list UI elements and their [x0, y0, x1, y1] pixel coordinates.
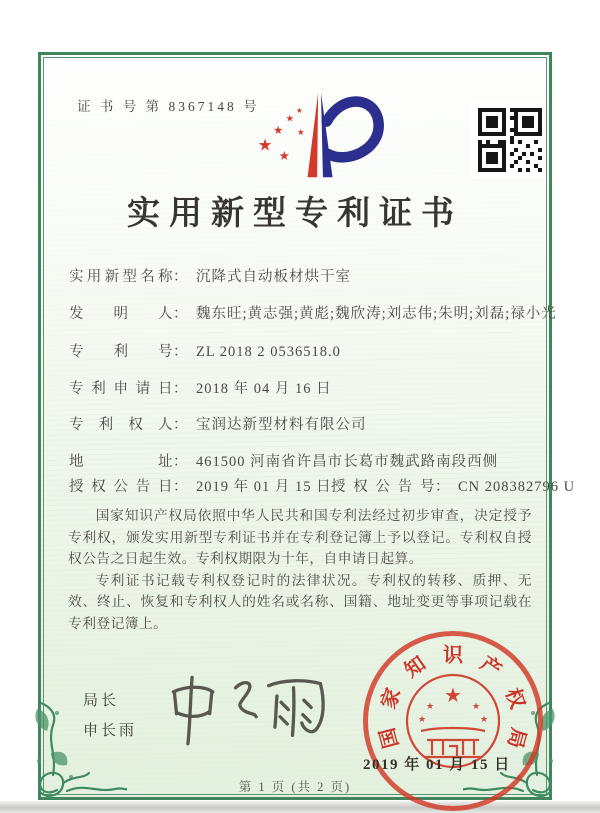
star-icon: ★: [444, 685, 462, 707]
field-label: 专利权人: [69, 417, 173, 433]
field-colon: ：: [173, 454, 188, 470]
qr-finder-topleft: [478, 108, 506, 136]
field-row-inventors: [69, 302, 557, 323]
page-footer: 第 1 页 (共 2 页): [238, 780, 352, 794]
field-label: 专利号: [69, 344, 173, 360]
field-row-patent-number: [69, 340, 341, 361]
star-icon: ★: [472, 701, 481, 711]
director-role: 局长: [83, 693, 120, 709]
field-label: 发明人: [69, 306, 173, 322]
field-label: 授权公告号: [331, 479, 435, 495]
official-seal: [363, 631, 543, 811]
corner-flourish-left: [27, 691, 127, 811]
star-icon: ★: [257, 135, 273, 155]
field-label: 实用新型名称: [69, 269, 173, 285]
field-label: 授权公告日: [69, 479, 173, 495]
certificate-frame: [38, 52, 576, 800]
field-row-grant: [69, 475, 576, 496]
field-value: 2018 年 04 月 16 日: [196, 381, 332, 397]
seal-char: 知: [400, 652, 430, 683]
director-signature: [161, 665, 337, 753]
field-label: 专利申请日: [69, 381, 173, 397]
field-colon: ：: [173, 479, 188, 495]
seal-char: 家: [377, 685, 406, 712]
star-icon: ★: [480, 714, 489, 724]
field-value: 宝润达新型材料有限公司: [196, 417, 367, 433]
field-label: 地址: [69, 454, 173, 470]
field-row-address: [69, 450, 498, 471]
field-row-utility-model-name: [69, 265, 351, 286]
legal-text: [68, 505, 532, 634]
seal-char: 产: [476, 652, 506, 683]
director-name: 申长雨: [83, 723, 138, 739]
grant-number-pair: [331, 475, 575, 496]
field-colon: ：: [173, 306, 188, 322]
star-icon: ★: [278, 148, 290, 163]
logo-p-bowl: [327, 102, 379, 158]
star-icon: ★: [273, 125, 284, 138]
qr-code: [471, 101, 549, 179]
field-value: 461500 河南省许昌市长葛市魏武路南段西侧: [196, 454, 499, 470]
seal-char: 权: [500, 685, 529, 712]
field-colon: ：: [173, 269, 188, 285]
field-row-patentee: [69, 413, 367, 434]
seal-char: 识: [443, 644, 463, 667]
field-value: 沉降式自动板材烘干室: [196, 269, 351, 285]
star-icon: ★: [297, 127, 305, 137]
cnipa-logo-icon: [239, 87, 403, 183]
logo-spike-red: [308, 93, 319, 177]
field-colon: ：: [173, 381, 188, 397]
legal-paragraph-1: 国家知识产权局依照中华人民共和国专利法经过初步审查，决定授予专利权，颁发实用新型专利证书并在专利登记簿上予以登记。专利权自授权公告之日起生效。专利权期限为十年，自申请日起算。: [68, 508, 532, 566]
star-icon: ★: [418, 714, 427, 724]
seal-char: 国: [376, 725, 403, 751]
star-icon: ★: [426, 701, 435, 711]
star-icon: ★: [296, 105, 303, 115]
certificate-number: 证 书 号 第 8367148 号: [77, 99, 260, 114]
legal-paragraph-2: 专利证书记载专利权登记时的法律状况。专利权的转移、质押、无效、终止、恢复和专利权人的姓名或名称、国籍、地址变更等事项记载在专利登记簿上。: [68, 572, 532, 631]
qr-finder-topright: [514, 108, 542, 136]
field-value: 魏东旺;黄志强;黄彪;魏欣涛;刘志伟;朱明;刘磊;禄小光: [196, 306, 557, 322]
field-colon: ：: [435, 479, 450, 495]
seal-date: 2019 年 01 月 15 日: [363, 757, 511, 773]
field-value: ZL 2018 2 0536518.0: [196, 344, 341, 360]
certificate-title: 实用新型专利证书: [127, 196, 463, 232]
field-colon: ：: [173, 417, 188, 433]
star-icon: ★: [285, 113, 295, 125]
field-value: 2019 年 01 月 15 日: [196, 479, 332, 495]
qr-finder-bottomleft: [478, 144, 506, 172]
logo-spike-blue: [321, 93, 333, 177]
field-row-filing-date: [69, 377, 332, 398]
field-value: CN 208382796 U: [458, 479, 576, 495]
field-colon: ：: [173, 344, 188, 360]
seal-char: 局: [503, 725, 530, 751]
